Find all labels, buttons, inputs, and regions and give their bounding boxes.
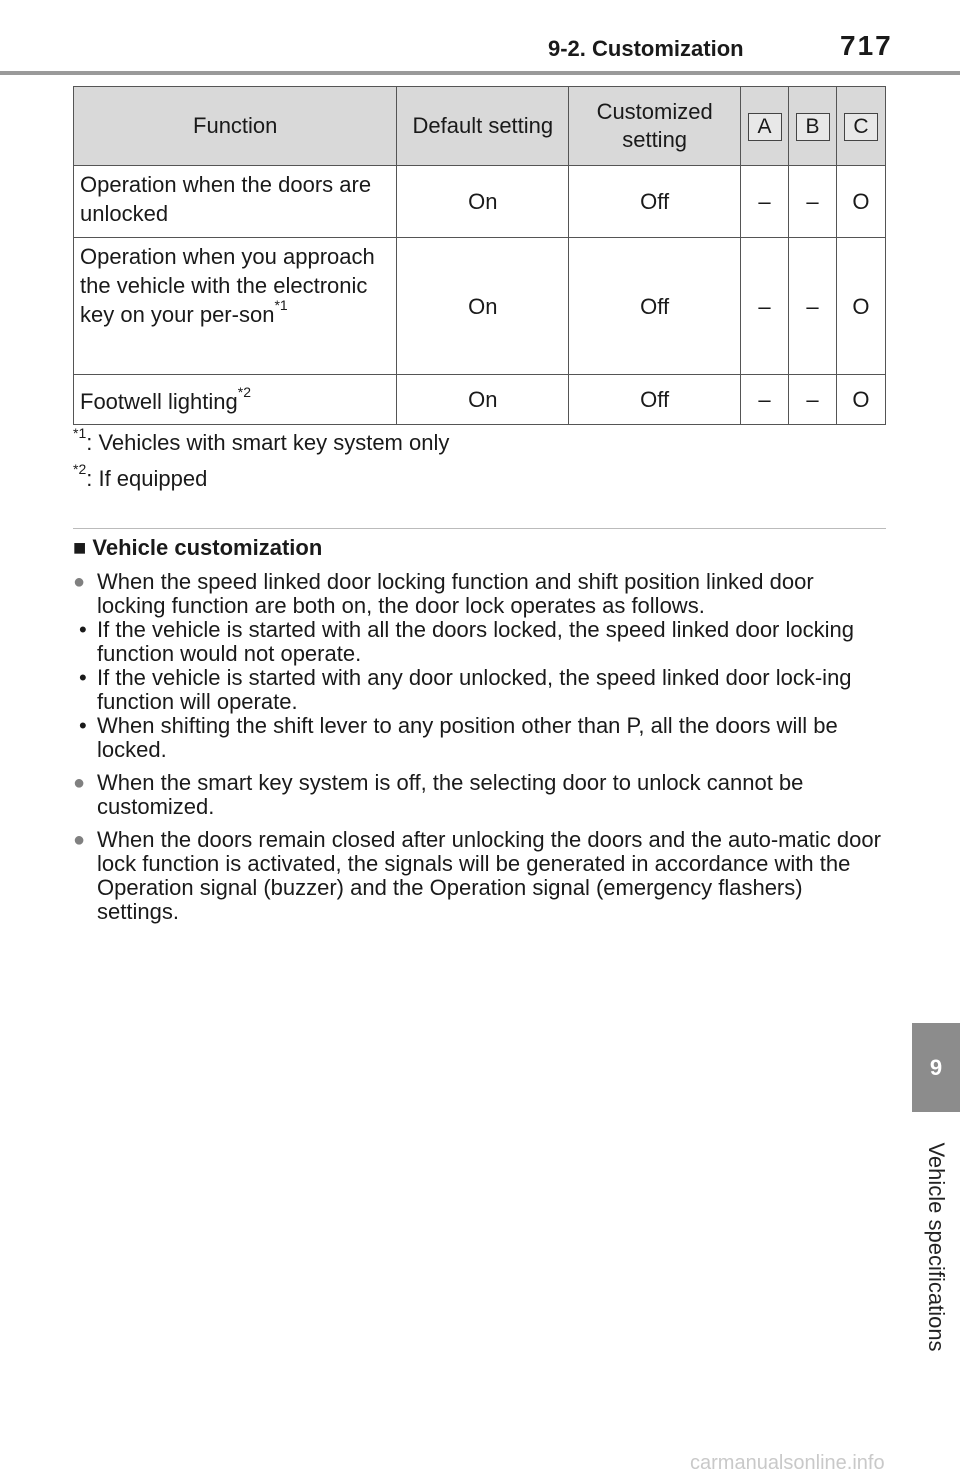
table-row bbox=[74, 375, 886, 425]
watermark: carmanualsonline.info bbox=[690, 1452, 885, 1474]
header-b: B bbox=[796, 113, 830, 141]
circle-bullet-icon: ● bbox=[73, 571, 86, 593]
header-a: A bbox=[748, 113, 782, 141]
row-customized: Off bbox=[569, 166, 741, 238]
chapter-label-box bbox=[913, 1122, 959, 1372]
row-b: – bbox=[789, 375, 837, 425]
page-number: 717 bbox=[840, 30, 893, 61]
row-c: O bbox=[836, 375, 885, 425]
section-divider bbox=[73, 528, 886, 529]
row-default: On bbox=[397, 238, 569, 375]
chapter-number: 9 bbox=[929, 1054, 943, 1080]
table-row bbox=[74, 166, 886, 238]
row-c: O bbox=[836, 238, 885, 375]
row-function: Footwell lighting$^{*2}$ bbox=[74, 375, 397, 425]
footnote: $^{*2}$: If equipped bbox=[73, 460, 208, 491]
row-a: – bbox=[741, 375, 789, 425]
header-default: Default setting bbox=[397, 87, 569, 166]
list-item: ● When the smart key system is off, the selecting door to unlock cannot be customized. bbox=[73, 770, 804, 819]
chapter-label: Vehicle specifications bbox=[924, 1142, 949, 1352]
header-function: Function bbox=[74, 87, 397, 166]
sub-list-item: • If the vehicle is started with all the doors locked, the speed linked door locking function would not operate. bbox=[79, 617, 854, 666]
row-customized: Off bbox=[569, 375, 741, 425]
row-a: – bbox=[741, 238, 789, 375]
footnote-ref: *2 bbox=[237, 383, 251, 400]
row-function: Operation when you approach the vehicle with the electronic key on your per-son$^{*1}$ bbox=[74, 238, 397, 375]
square-bullet-icon: ■ bbox=[73, 535, 87, 560]
customization-table bbox=[73, 86, 886, 425]
table-header-row bbox=[74, 87, 886, 166]
section-heading: ■ Vehicle customization bbox=[73, 535, 323, 560]
row-function: Operation when the doors are unlocked bbox=[74, 166, 397, 238]
header-customized: Customized setting bbox=[569, 87, 741, 166]
section-title: 9-2. Customization bbox=[548, 36, 744, 61]
row-customized: Off bbox=[569, 238, 741, 375]
chapter-tab bbox=[912, 1023, 960, 1112]
list-item: ● When the doors remain closed after unlocking the doors and the auto-matic door lock function is activated, the signals will be generated in accordance with the Operation signal (buzzer) and the Operation signal (emergency flashers) settings. bbox=[73, 827, 881, 924]
circle-bullet-icon: ● bbox=[73, 772, 86, 794]
footnote-ref: *1 bbox=[274, 296, 288, 313]
circle-bullet-icon: ● bbox=[73, 829, 86, 851]
header-rule bbox=[0, 71, 960, 75]
row-a: – bbox=[741, 166, 789, 238]
header-c: C bbox=[844, 113, 878, 141]
row-default: On bbox=[397, 375, 569, 425]
page-header bbox=[0, 0, 960, 76]
row-c: O bbox=[836, 166, 885, 238]
footnote: $^{*1}$: Vehicles with smart key system only bbox=[73, 424, 450, 455]
sub-list-item: • When shifting the shift lever to any position other than P, all the doors will be locked. bbox=[79, 713, 838, 762]
vehicle-customization-section bbox=[73, 536, 886, 933]
sub-list-item: • If the vehicle is started with any door unlocked, the speed linked door lock-ing function will operate. bbox=[79, 665, 852, 714]
table-row bbox=[74, 238, 886, 375]
footnotes bbox=[73, 424, 450, 502]
row-b: – bbox=[789, 166, 837, 238]
row-b: – bbox=[789, 238, 837, 375]
list-item: ● When the speed linked door locking function and shift position linked door locking function are both on, the door lock operates as follows. • If the vehicle is started with all the doors locked, the speed linked door locking function would not operate. • If the vehicle is started with any door unlocked, the speed linked door lock-ing function will operate. • When shifting the shift lever to any position other than P, all the doors will be locked. bbox=[73, 570, 886, 762]
row-default: On bbox=[397, 166, 569, 238]
